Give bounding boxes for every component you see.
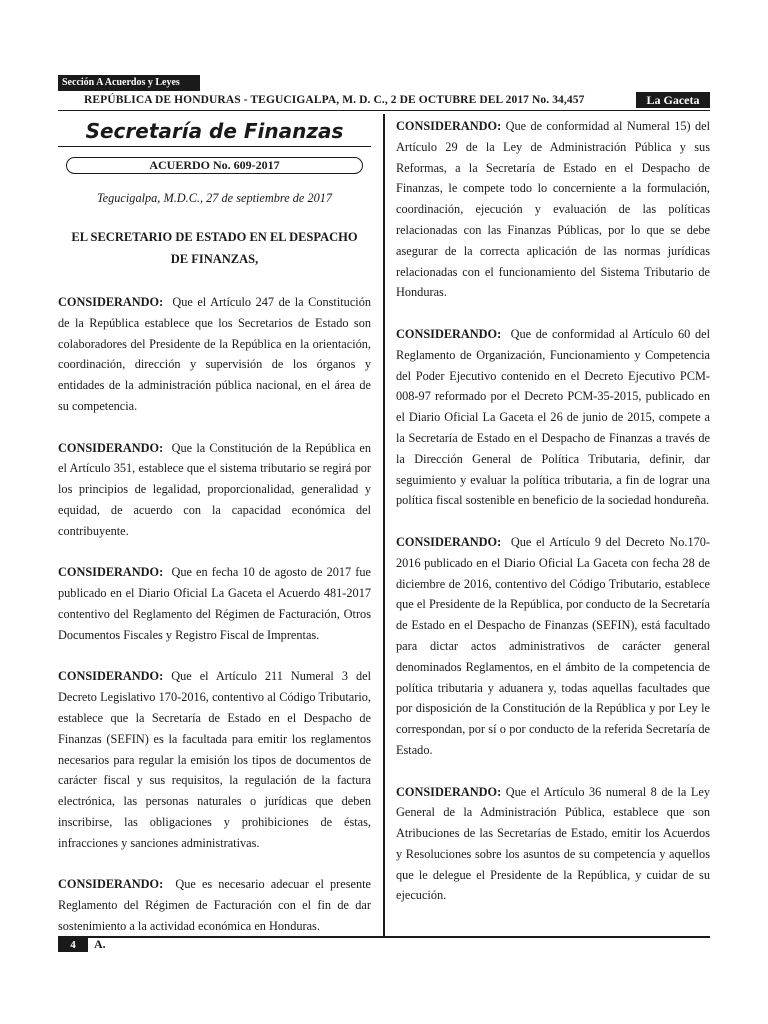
- left-column: [58, 116, 371, 937]
- considerando-paragraph: [396, 324, 710, 511]
- section-tag: Sección A Acuerdos y Leyes: [58, 75, 200, 91]
- paragraph-text: Que en fecha 10 de agosto de 2017 fue publicado en el Diario Oficial La Gaceta el Acuerdo 481-2017 contentivo del Reglamento del Régimen de Facturación, Otros Documentos Fiscales y Registro Fiscal de Imprentas.: [58, 565, 371, 642]
- paragraph-text: Que es necesario adecuar el presente Reglamento del Régimen de Facturación con el fin de dar sostenimiento a la actividad económica en Honduras.: [58, 877, 372, 933]
- considerando-label: CONSIDERANDO:: [58, 295, 164, 309]
- paragraph-text: Que el Artículo 36 numeral 8 de la Ley General de la Administración Pública, establece que son Atribuciones de las Secretarías de Estado, emitir los Acuerdos y Resoluciones sobre los asuntos de su competencia y aquellos que le delegue el Presidente de la República, y cuidar de su ejecución.: [396, 784, 710, 903]
- considerando-paragraph: [396, 116, 710, 303]
- considerando-label: CONSIDERANDO:: [58, 440, 164, 455]
- issuer-heading: [58, 226, 371, 270]
- considerando-label: CONSIDERANDO:: [396, 326, 502, 341]
- considerando-label: CONSIDERANDO:: [58, 669, 164, 684]
- considerando-label: CONSIDERANDO:: [396, 119, 502, 133]
- column-divider: [383, 114, 385, 936]
- considerando-paragraph: [396, 532, 710, 761]
- considerando-paragraph: [58, 874, 371, 936]
- considerando-paragraph: [58, 562, 371, 645]
- considerando-paragraph: [396, 782, 710, 907]
- page-number: 4: [58, 938, 88, 952]
- paragraph-text: Que de conformidad al Artículo 60 del Reglamento de Organización, Funcionamiento y Competencia del Poder Ejecutivo contenido en el Decreto Ejecutivo PCM-008-97 reformado por el Decreto PCM-35-2015, publicado en el Diario Oficial La Gaceta el 26 de junio de 2015, compete a la Secretaría de Estado en el Despacho de Finanzas a través de la Dirección General de Política Tributaria, definir, dar seguimiento y evaluar la política tributaria, a fin de lograr una política fiscal sostenible en beneficio de la sociedad hondureña.: [396, 326, 710, 508]
- footer-rule: [58, 936, 710, 938]
- paragraph-text: Que el Artículo 247 de la Constitución de la República establece que los Secretarios de Estado son colaboradores del Presidente de la República en la orientación, coordinación, dirección y supervisión de los órganos y entidades de la administración pública nacional, en el área de su competencia.: [58, 295, 372, 413]
- issuer-heading-line2: DE FINANZAS,: [170, 252, 259, 266]
- considerando-label: CONSIDERANDO:: [58, 877, 164, 892]
- considerando-label: CONSIDERANDO:: [396, 784, 502, 799]
- issuer-heading-line1: EL SECRETARIO DE ESTADO EN EL DESPACHO: [71, 230, 358, 244]
- paragraph-text: Que la Constitución de la República en el Artículo 351, establece que el sistema tributario se regirá por los principios de legalidad, proporcionalidad, generalidad y equidad, de acuerdo con la capacidad económica del contribuyente.: [58, 440, 371, 538]
- place-date: Tegucigalpa, M.D.C., 27 de septiembre de 2017: [96, 191, 333, 205]
- masthead-text: REPÚBLICA DE HONDURAS - TEGUCIGALPA, M. D. C., 2 DE OCTUBRE DEL 2017 No. 34,457: [84, 94, 585, 106]
- masthead: [58, 93, 710, 111]
- considerando-label: CONSIDERANDO:: [58, 565, 164, 580]
- considerando-paragraph: [58, 666, 371, 853]
- paragraph-text: Que el Artículo 211 Numeral 3 del Decreto Legislativo 170-2016, contentivo al Código Tributario, establece que la Secretaría de Estado en el Despacho de Finanzas (SEFIN) es la facultada para emitir los reglamentos necesarios para regular la emisión los tipos de documentos de carácter fiscal y sus requisitos, la regulación de la factura electrónica, las personas naturales o jurídicas que deben inscribirse, las obligaciones y prohibiciones de éstas, infracciones y sanciones administrativas.: [58, 669, 371, 850]
- page-section-suffix: A.: [94, 937, 106, 951]
- considerando-label: CONSIDERANDO:: [396, 534, 502, 549]
- gaceta-tag: La Gaceta: [636, 92, 710, 108]
- paragraph-text: Que de conformidad al Numeral 15) del Artículo 29 de la Ley de Administración Pública y sus Reformas, a la Secretaría de Estado en el Despacho de Finanzas, le compete todo lo concerniente a la formulación, coordinación, ejecución y evaluación de las políticas relacionadas con las Finanzas Públicas, por lo que se debe asegurar de la correcta aplicación de las normas jurídicas relacionadas con el funcionamiento del Sistema Tributario de Honduras.: [396, 119, 710, 300]
- considerando-paragraph: [58, 292, 371, 417]
- acuerdo-number: ACUERDO No. 609-2017: [66, 157, 363, 174]
- secretaria-title: Secretaría de Finanzas: [58, 116, 371, 147]
- paragraph-text: Que el Artículo 9 del Decreto No.170-2016 publicado en el Diario Oficial La Gaceta con fecha 28 de diciembre de 2016, contentivo del Código Tributario, establece que el Presidente de la República, por conducto de la Secretaría de Estado en el Despacho de Finanzas (SEFIN), está facultado para dictar actos administrativos de carácter general denominados Reglamentos, en el ámbito de la competencia de política tributaria y aduanera y, todas aquellas facultades que por disposición de la Constitución de la República y por Ley le correspondan, por sí o por conducto de la referida Secretaría de Estado.: [396, 534, 710, 757]
- right-column: [396, 116, 710, 906]
- considerando-paragraph: [58, 438, 371, 542]
